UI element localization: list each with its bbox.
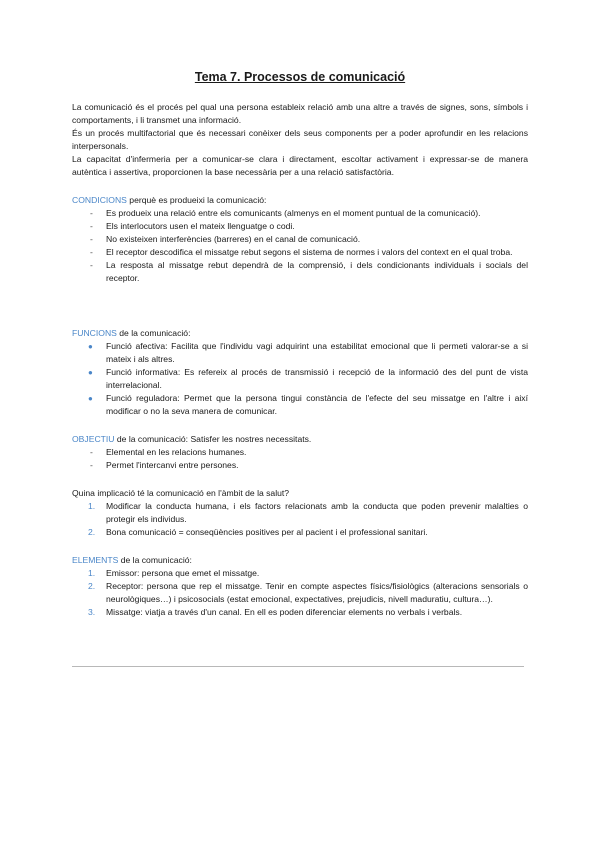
horizontal-divider (72, 666, 524, 667)
condicions-keyword: CONDICIONS (72, 195, 127, 205)
list-item: - Es produeix una relació entre els comunicants (almenys en el moment puntual de la comunicació). (72, 207, 528, 220)
condicions-list (72, 207, 528, 285)
list-item (72, 500, 528, 526)
list-item-text: Funció reguladora: Permet que la persona tingui constància de l'efecte del seu missatge en l'altre i així modificar o no la seva manera de comunicar. (106, 393, 528, 416)
elements-heading (72, 554, 528, 567)
list-item-text: Bona comunicació = conseqüències positives per al pacient i el professional sanitari. (106, 527, 428, 537)
list-item (72, 606, 528, 619)
list-item-text: Missatge: viatja a través d'un canal. En ell es poden diferenciar elements no verbals i verbals. (106, 607, 463, 617)
elements-section (72, 554, 528, 619)
objectiu-keyword: OBJECTIU (72, 434, 115, 444)
elements-heading-rest: de la comunicació: (118, 555, 192, 565)
salut-section (72, 487, 528, 539)
item-number: 1. (88, 568, 96, 578)
elements-list (72, 567, 528, 619)
condicions-section (72, 194, 528, 285)
salut-list (72, 500, 528, 539)
bullet-icon: ● (88, 394, 93, 403)
list-item: - Els interlocutors usen el mateix llenguatge o codi. (72, 220, 528, 233)
list-item-text: Receptor: persona que rep el missatge. Tenir en compte aspectes físics/fisiològics (alteracions sensorials o neurològiques…) i psicosocials (estat emocional, expectatives, prejudicis, nivell maduratiu, cultura…). (106, 581, 528, 604)
intro-section (72, 101, 528, 179)
list-item-text: Funció afectiva: Facilita que l'individu vagi adquirint una estabilitat emocional que li permeti valorar-se a si mateix i als altres. (106, 341, 528, 364)
funcions-heading-rest: de la comunicació: (116, 328, 191, 338)
intro-paragraph-1: La comunicació és el procés pel qual una persona estableix relació amb una altre a través de signes, sons, símbols i comportaments, i li transmet una informació. (72, 102, 528, 125)
list-item (72, 340, 528, 366)
funcions-heading (72, 327, 528, 340)
intro-paragraph-2: És un procés multifactorial que és necessari conèixer dels seus components per a poder aprofundir en les relacions interpersonals. (72, 128, 528, 151)
list-item: - La resposta al missatge rebut dependrà de la comprensió, i dels condicionants individuals i socials del receptor. (72, 259, 528, 285)
funcions-section (72, 327, 528, 418)
condicions-heading-rest: perquè es produeixi la comunicació: (126, 195, 267, 205)
list-item (72, 366, 528, 392)
condicions-heading (72, 194, 528, 207)
bullet-icon: ● (88, 368, 93, 377)
bullet-icon: ● (88, 342, 93, 351)
list-item (72, 392, 528, 418)
item-number: 1. (88, 501, 96, 511)
list-item-text: Emissor: persona que emet el missatge. (106, 568, 260, 578)
list-item-text: Modificar la conducta humana, i els factors relacionats amb la conducta que poden prevenir malalties o protegir els individus. (106, 501, 528, 524)
list-item: - El receptor descodifica el missatge rebut segons el sistema de normes i valors del context en el qual troba. (72, 246, 528, 259)
salut-question: Quina implicació té la comunicació en l'àmbit de la salut? (72, 488, 290, 498)
list-item (72, 580, 528, 606)
objectiu-heading (72, 433, 528, 446)
list-item: - No existeixen interferències (barreres) en el canal de comunicació. (72, 233, 528, 246)
list-item: - Elemental en les relacions humanes. (72, 446, 528, 459)
intro-paragraph-3: La capacitat d'infermeria per a comunicar-se clara i directament, escoltar activament i expressar-se de manera autèntica i assertiva, proporcionen la base necessària per a una relació satisfactòria. (72, 154, 528, 177)
list-item (72, 526, 528, 539)
list-item-text: Funció informativa: Es refereix al procés de transmissió i recepció de la informació des del punt de vista interrelacional. (106, 367, 528, 390)
objectiu-heading-rest: de la comunicació: Satisfer les nostres necessitats. (114, 434, 312, 444)
item-number: 2. (88, 527, 96, 537)
objectiu-list (72, 446, 528, 472)
elements-keyword: ELEMENTS (72, 555, 119, 565)
funcions-list (72, 340, 528, 418)
item-number: 2. (88, 581, 96, 591)
list-item: - Permet l'intercanvi entre persones. (72, 459, 528, 472)
funcions-keyword: FUNCIONS (72, 328, 117, 338)
item-number: 3. (88, 607, 96, 617)
page-title: Tema 7. Processos de comunicació (194, 70, 406, 84)
objectiu-section (72, 433, 528, 472)
list-item (72, 567, 528, 580)
